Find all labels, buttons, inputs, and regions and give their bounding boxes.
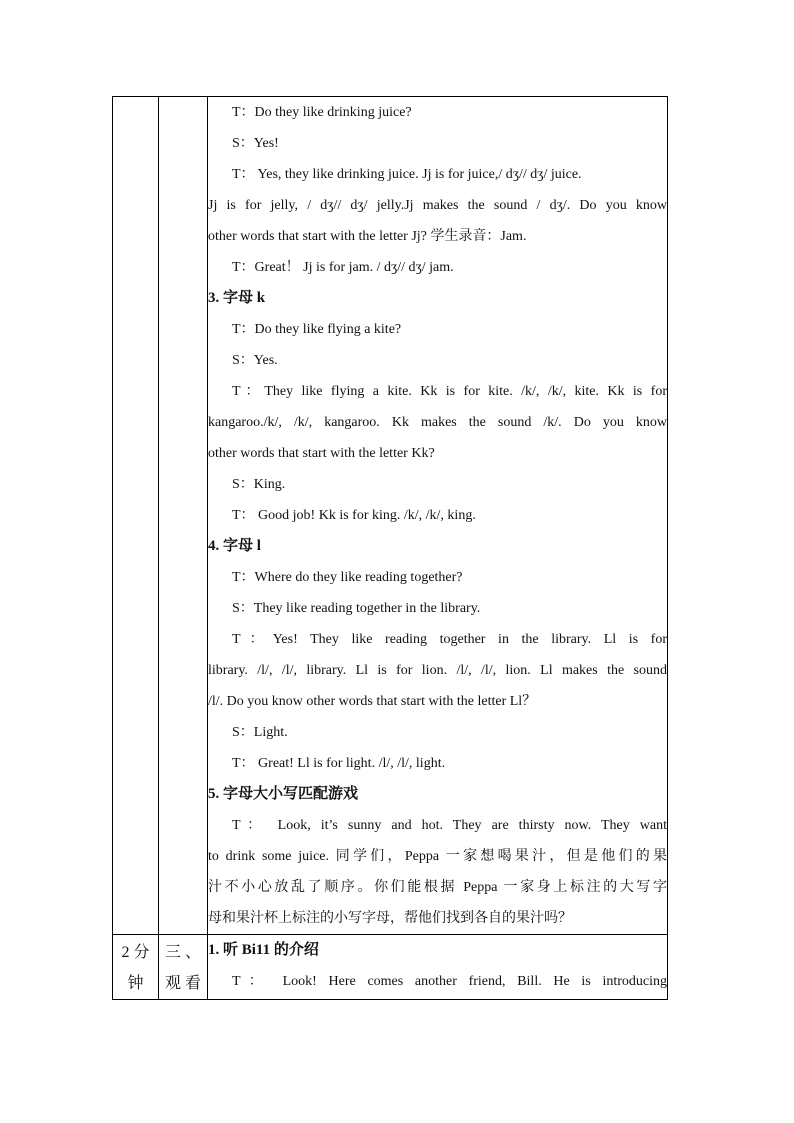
dialogue-line: other words that start with the letter Jj? 学生录音：Jam. xyxy=(208,229,527,244)
dialogue-line: S：Yes! xyxy=(232,136,279,151)
dialogue-line: T：Yes! They like reading together in the library. Ll is for xyxy=(232,632,667,647)
dialogue-line: T：Great！ Jj is for jam. / dʒ// dʒ/ jam. xyxy=(232,260,454,275)
step-label: 观 看 xyxy=(164,975,201,992)
time-label: 钟 xyxy=(127,975,144,992)
content-cell xyxy=(208,97,668,935)
dialogue-line: /l/. Do you know other words that start with the letter Ll？ xyxy=(208,694,537,709)
table-row xyxy=(113,97,668,935)
time-cell xyxy=(113,97,159,935)
dialogue-line: T：Do they like drinking juice? xyxy=(232,105,412,120)
time-cell xyxy=(113,935,159,1000)
dialogue-line: T： Yes, they like drinking juice. Jj is for juice,/ dʒ// dʒ/ juice. xyxy=(232,167,582,182)
content-cell xyxy=(208,935,668,1000)
time-label: 2 分 xyxy=(121,944,150,961)
section-heading-listen-bill: 1. 听 Bi11 的介绍 xyxy=(208,942,319,958)
dialogue-line: S：Light. xyxy=(232,725,288,740)
dialogue-line: T： Look, it’s sunny and hot. They are thirsty now. They want xyxy=(232,818,667,833)
step-cell xyxy=(159,97,208,935)
dialogue-line: Jj is for jelly, / dʒ// dʒ/ jelly.Jj makes the sound / dʒ/. Do you know xyxy=(208,198,667,213)
dialogue-line: kangaroo./k/, /k/, kangaroo. Kk makes the sound /k/. Do you know xyxy=(208,415,667,430)
step-cell xyxy=(159,935,208,1000)
dialogue-line: T： Good job! Kk is for king. /k/, /k/, king. xyxy=(232,508,476,523)
dialogue-line: T：They like flying a kite. Kk is for kite. /k/, /k/, kite. Kk is for xyxy=(232,384,667,399)
dialogue-line: S：They like reading together in the library. xyxy=(232,601,481,616)
section-heading-letter-l: 4. 字母 l xyxy=(208,538,261,554)
dialogue-line: T：Where do they like reading together? xyxy=(232,570,463,585)
dialogue-line: 汁不小心放乱了顺序。你们能根据 Peppa 一家身上标注的大写字 xyxy=(208,880,667,895)
dialogue-line: library. /l/, /l/, library. Ll is for lion. /l/, /l/, lion. Ll makes the sound xyxy=(208,663,667,678)
dialogue-line: T：Do they like flying a kite? xyxy=(232,322,402,337)
dialogue-line: T： Great! Ll is for light. /l/, /l/, light. xyxy=(232,756,446,771)
dialogue-line: S：Yes. xyxy=(232,353,278,368)
section-heading-letter-k: 3. 字母 k xyxy=(208,290,266,306)
dialogue-line: to drink some juice. 同学们，Peppa 一家想喝果汁，但是他们的果 xyxy=(208,849,667,864)
table-row xyxy=(113,935,668,1000)
dialogue-line: S：King. xyxy=(232,477,286,492)
section-heading-matching-game: 5. 字母大小写匹配游戏 xyxy=(208,786,359,802)
step-label: 三 、 xyxy=(164,944,201,961)
lesson-plan-table xyxy=(112,96,668,1000)
dialogue-line: T： Look! Here comes another friend, Bill. He is introducing xyxy=(232,974,667,989)
dialogue-line: other words that start with the letter Kk? xyxy=(208,446,435,461)
dialogue-line: 母和果汁杯上标注的小写字母，帮他们找到各自的果汁吗？ xyxy=(208,911,572,926)
